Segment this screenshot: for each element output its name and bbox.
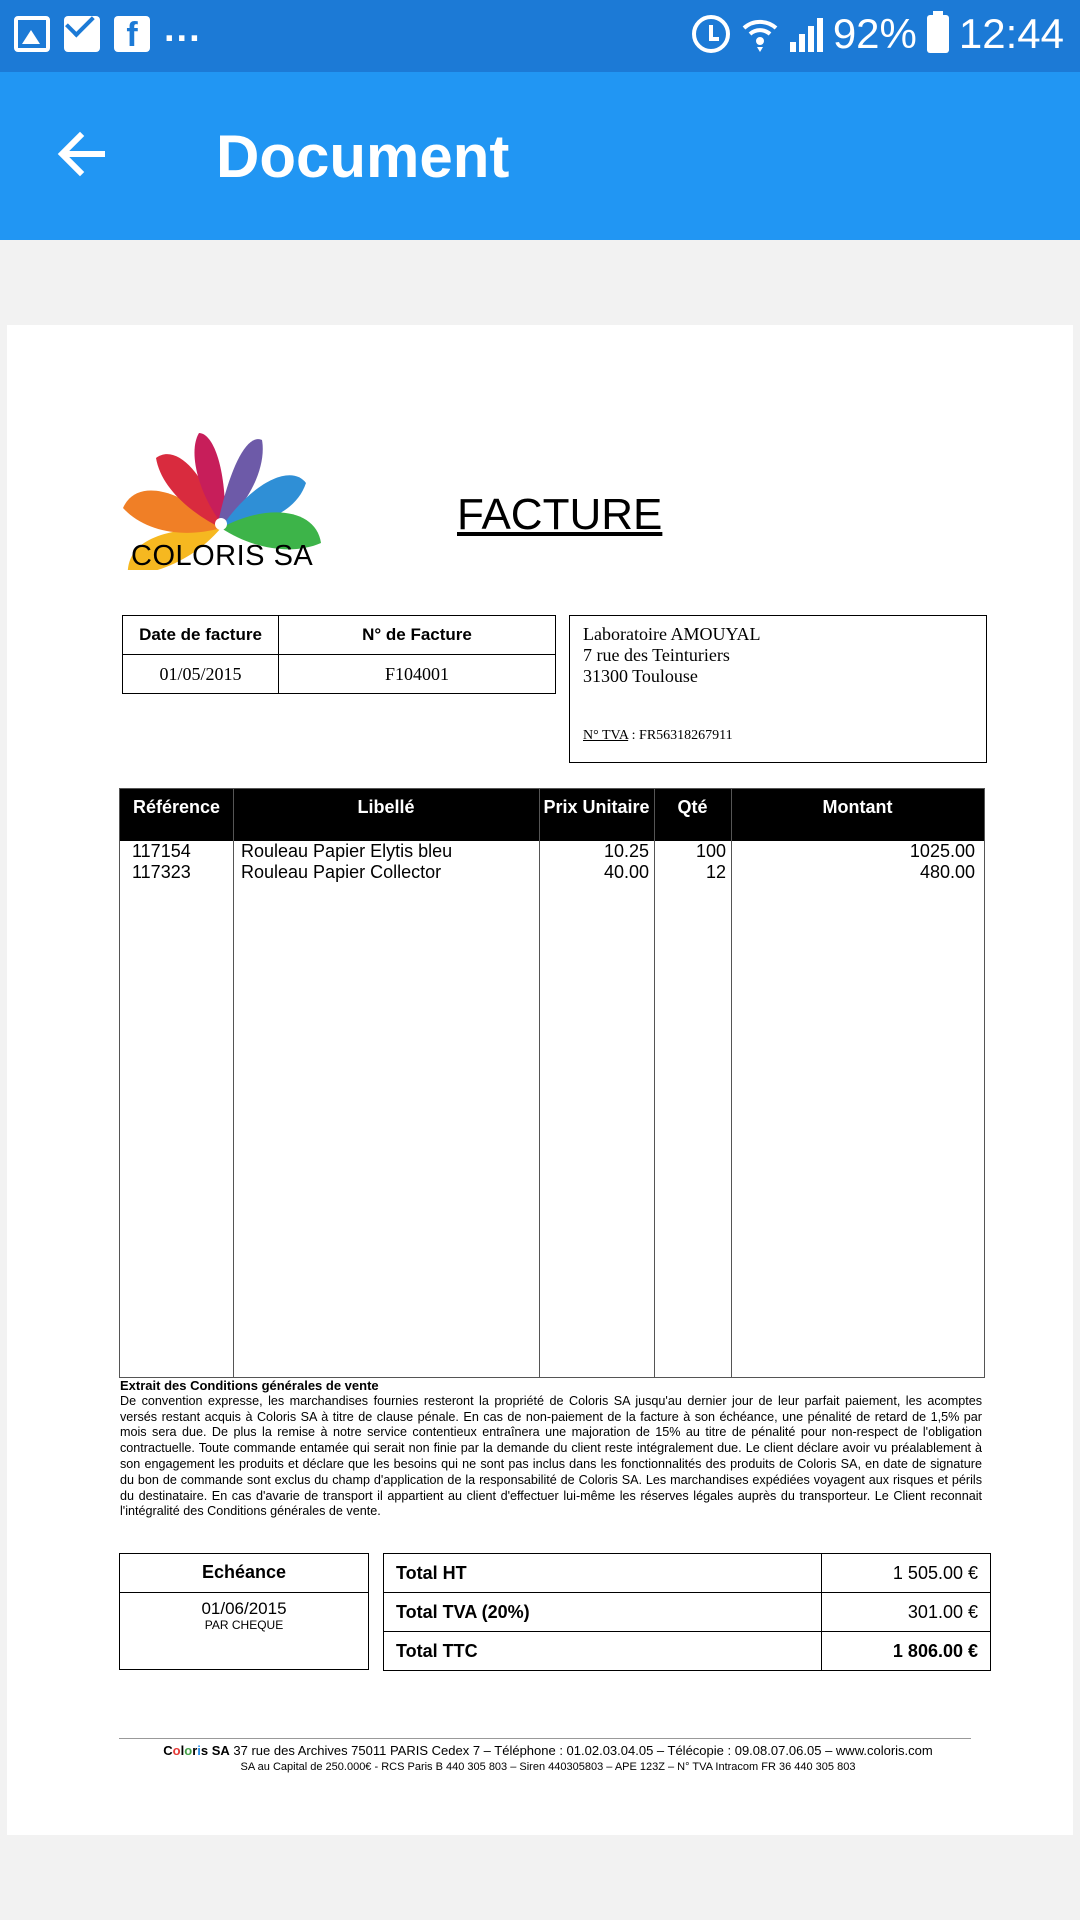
client-city: 31300 Toulouse (583, 666, 698, 686)
wifi-icon (740, 14, 780, 54)
total-ttc-value: 1 806.00 € (822, 1632, 991, 1671)
mail-icon (64, 16, 100, 52)
total-row (384, 1593, 991, 1632)
battery-percent: 92% (832, 10, 917, 57)
system-icons (692, 10, 1064, 58)
client-street: 7 rue des Teinturiers (583, 645, 730, 665)
total-ht-value: 1 505.00 € (822, 1554, 991, 1593)
footer-divider (119, 1738, 971, 1739)
line-2-reference: 117323 (132, 862, 191, 882)
total-row (384, 1632, 991, 1671)
invoice-number: F104001 (279, 655, 556, 694)
due-date: 01/06/2015 (201, 1599, 287, 1618)
footer-line-1: Coloris SA 37 rue des Archives 75011 PARIS Cedex 7 – Téléphone : 01.02.03.04.05 – Télécopie : 09.08.07.06.05 – www.coloris.com (163, 1743, 933, 1758)
line-2-qte: 12 (705, 862, 726, 882)
clock: 12:44 (958, 10, 1064, 57)
lines-header (120, 789, 984, 841)
line-1-montant: 1025.00 (909, 841, 975, 861)
line-1-libelle: Rouleau Papier Elytis bleu (241, 841, 453, 861)
header-libelle: Libellé (357, 797, 415, 817)
totals-table (383, 1553, 991, 1671)
client-name: Laboratoire AMOUYAL (583, 624, 761, 644)
battery-icon (927, 15, 949, 53)
line-2-montant: 480.00 (919, 862, 975, 882)
image-icon (14, 16, 50, 52)
line-1-reference: 117154 (132, 841, 191, 861)
company-name: COLORIS SA (131, 540, 314, 572)
due-box (119, 1553, 369, 1670)
footer-brand: Coloris SA (163, 1743, 230, 1758)
document-page[interactable] (7, 325, 1073, 1835)
footer-line-2: SA au Capital de 250.000€ - RCS Paris B 440 305 803 – Siren 440305803 – APE 123Z – N° TVA Intracom FR 36 440 305 803 (240, 1761, 856, 1773)
total-ht-label: Total HT (384, 1554, 822, 1593)
more-notifications: ... (164, 7, 202, 50)
invoice-lines-table (119, 788, 985, 1378)
app-bar (0, 72, 1080, 240)
notification-icons (14, 7, 202, 54)
line-2-libelle: Rouleau Papier Collector (241, 862, 442, 882)
invoice-footer (107, 1742, 989, 1776)
arrow-left-icon[interactable] (52, 124, 112, 184)
facebook-icon: f (114, 16, 150, 52)
line-2-prix: 40.00 (603, 862, 649, 882)
tva-value: : FR56318267911 (628, 728, 733, 743)
line-1-qte: 100 (695, 841, 726, 861)
invoice-date: 01/05/2015 (123, 655, 279, 694)
invoice-meta-table (122, 615, 556, 694)
header-reference: Référence (132, 797, 221, 817)
signal-icon (790, 16, 823, 52)
date-label: Date de facture (123, 616, 279, 655)
terms-title: Extrait des Conditions générales de vente (120, 1378, 379, 1393)
total-tva-value: 301.00 € (822, 1593, 991, 1632)
tva-label: N° TVA (583, 728, 629, 743)
header-montant: Montant (822, 797, 893, 817)
status-bar (0, 0, 1080, 72)
line-1-prix: 10.25 (603, 841, 649, 861)
payment-method: PAR CHEQUE (204, 1618, 284, 1632)
header-qte: Qté (677, 797, 708, 817)
terms-text: De convention expresse, les marchandises fournies resteront la propriété de Coloris SA jusqu'au dernier jour de leur parfait paiement, les acomptes versés restant acquis à Coloris SA à titre de clause pénale. En cas de non-paiement de la facture à son échéance, une pénalité de retard de 1,5% par mois sera due. De plus la remise à notre service contentieux entraînera une majoration de 15% au titre de pénalité pour non-respect de l'obligation contractuelle. Toute commande entamée qui serait non finie par la demande du client reste intégralement due. Le client déclare avoir vu préalablement à son engagement les produits et déclare que les besoins qui ne sont pas inclus dans les fonctionnalités des produits de Coloris SA, en date de signature du bon de commande sont exclus du champ d'application de la responsabilité de Coloris SA. Les marchandises expédiées voyagent aux risques et périls du destinataire. En cas d'avarie de transport il appartient au client d'effectuer lui-même les réserves légales auprès du transporteur. Le Client reconnait l'intégralité des Conditions générales de vente. (120, 1393, 982, 1519)
invoice (7, 325, 1073, 1835)
client-address-box (569, 615, 987, 763)
invoice-title: FACTURE (457, 490, 663, 539)
header-prix-unitaire: Prix Unitaire (543, 797, 650, 817)
terms-of-sale (120, 1378, 982, 1520)
due-label: Echéance (120, 1554, 368, 1593)
total-ttc-label: Total TTC (384, 1632, 822, 1671)
total-row (384, 1554, 991, 1593)
number-label: N° de Facture (279, 616, 556, 655)
total-tva-label: Total TVA (20%) (384, 1593, 822, 1632)
client-tva (583, 725, 733, 746)
page-title: Document (216, 123, 510, 190)
alarm-icon (692, 15, 730, 53)
